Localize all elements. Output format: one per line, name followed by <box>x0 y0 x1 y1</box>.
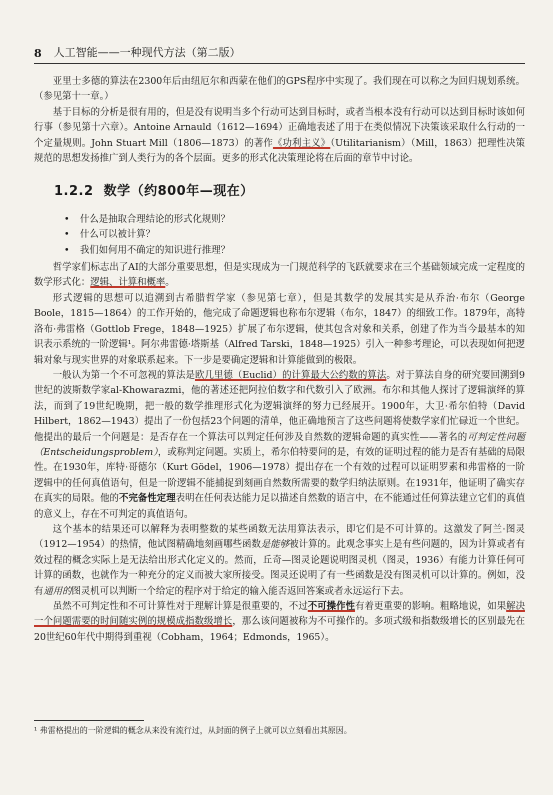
book-title: 人工智能——一种现代方法（第二版） <box>53 46 241 59</box>
list-item: • 什么是抽取合理结论的形式化规则？ <box>80 212 525 227</box>
underlined-book-title: 《功利主义》 <box>272 137 331 149</box>
section-heading: 1.2.2 数学（约800年—现在） <box>54 184 254 200</box>
underlined-exponential: 解决一个问题需要的时间随实例的规模成指数级增长 <box>34 601 525 628</box>
underlined-euclid: 欧几里德（Euclid）的计算最大公约数的算法 <box>194 369 387 381</box>
footnote <box>34 720 525 737</box>
running-header <box>34 40 525 64</box>
underlined-intractability: 不可操作性 <box>307 601 356 612</box>
paragraph-decision: 基于目标的分析是很有用的，但是没有说明当多个行动可达到目标时，或者当根本没有行动可以达到目标时该如何行事（参见第十六章）。Antoine Arnauld（1612—1694）正确地表述了用于在类似情况下决策该采取什么行动的一个定量规则。John Stuart Mill（1806—1873）的著作《功利主义》（Utilitarianism）（Mill，1863）把理性决策规范的思想发扬推广到人类行为的各个层面。更多的形式化决策理论将在后面的章节中讨论。 <box>34 106 526 165</box>
paragraph-algorithm: 一般认为第一个不可忽视的算法是欧几里德（Euclid）的计算最大公约数的算法。对于算法自身的研究要回溯到9世纪的波斯数学家al-Khowarazmi，他的著述还把阿拉伯数字和代数引入了欧洲。布尔和其他人探讨了逻辑演绎的算法，而到了19世纪晚期，把一般的数学推理形式化为逻辑演绎的努力已经展开。1900年，大卫·希尔伯特（David Hilbert，1862—1943）提出了一份包括23个问题的清单，他正确地预言了这些问题将使数学家们忙碌近一个世纪。他提出的最后一个问题是：是否存在一个算法可以判定任何涉及自然数的逻辑命题的真实性——著名的可判定性问题（Entscheidungsproblem），或称判定问题。实质上，希尔伯特要问的是，有效的证明过程的能力是否有基础的局限性。在1930年，库特·哥德尔（Kurt Gödel，1906—1978）提出存在一个有效的过程可以证明罗素和弗雷格的一阶逻辑中的任何真值语句，但是一阶逻辑不能捕捉到刻画自然数所需要的数学归纳法原则。在1931年，他证明了确实存在真实的局限。他的不完备性定理表明在任何表达能力足以描述自然数的语言中，在不能通过任何算法建立它们的真值的意义上，存在不可判定的真值语句。 <box>34 369 525 520</box>
footnote-text: ¹ 弗雷格提出的一阶逻辑的概念从来没有流行过，从封面的例子上就可以立刻看出其原因。 <box>34 726 352 735</box>
paragraph-foundations: 哲学家们标志出了AI的大部分重要思想，但是实现成为一门规范科学的飞跃就要求在三个基础领域完成一定程度的数学形式化：逻辑、计算和概率。 <box>34 262 525 289</box>
paragraph-intractability: 虽然不可判定性和不可计算性对于理解计算是很重要的，不过不可操作性有着更重要的影响。粗略地说，如果解决一个问题需要的时间随实例的规模成指数级增长，那么该问题被称为不可操作的。多项式级和指数级增长的区别最先在20世纪60年代中期得到重视（Cobham，1964；Edmonds，1965）。 <box>34 601 525 643</box>
paragraph-turing: 这个基本的结果还可以解释为表明整数的某些函数无法用算法表示，即它们是不可计算的。这激发了阿兰·图灵（1912—1954）的热情，他试图精确地刻画哪些函数是能够被计算的。此观念事实上是有些问题的，因为计算或者有效过程的概念实际上是无法给出形式化定义的。然而，丘奇—图灵论题说明图灵机（图灵，1936）有能力计算任何可计算的函数，也就作为一种充分的定义而被大家所接受。图灵还说明了有一些函数是没有图灵机可以计算的。例如，没有通用的图灵机可以判断一个给定的程序对于给定的输入能否返回答案或者永远运行下去。 <box>34 523 525 597</box>
footnote-rule <box>34 720 144 721</box>
page-number: 8 <box>34 47 42 60</box>
list-item: • 什么可以被计算？ <box>80 227 525 242</box>
list-item: • 我们如何用不确定的知识进行推理？ <box>80 243 525 258</box>
page-body <box>34 74 525 645</box>
question-list <box>34 212 525 258</box>
paragraph-gps: 亚里士多德的算法在2300年后由纽厄尔和西蒙在他们的GPS程序中实现了。我们现在可以称之为回归规划系统。（参见第十一章。） <box>34 76 525 103</box>
paragraph-logic: 形式逻辑的思想可以追溯到古希腊哲学家（参见第七章），但是其数学的发展其实是从乔治·布尔（George Boole，1815—1864）的工作开始的，他完成了命题逻辑也称布尔逻辑（布尔，1847）的细致工作。1879年，高特洛布·弗雷格（Gottlob Frege，1848—1925）扩展了布尔逻辑，使其包含对象和关系，创建了作为当今最基本的知识表示系统的一阶逻辑¹。阿尔弗雷德·塔斯基（Alfred Tarski，1848—1925）引入一种参考理论，可以表现如何把逻辑对象与现实世界的对象联系起来。下一步是要确定逻辑和计算能做到的极限。 <box>34 292 525 366</box>
underlined-fields: 逻辑、计算和概率 <box>90 277 166 289</box>
